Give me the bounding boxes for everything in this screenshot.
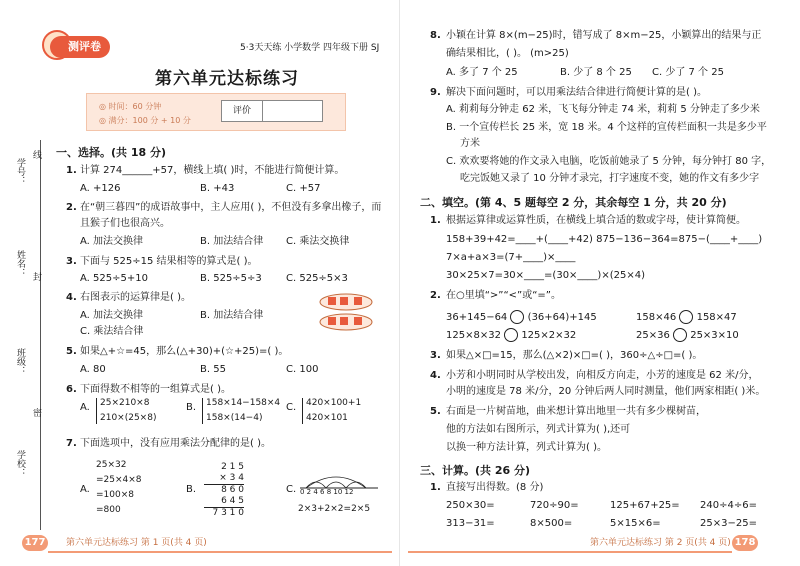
q4-option-a[interactable]: A. 加法交换律 <box>80 310 144 321</box>
q3-num: 3. <box>66 256 77 267</box>
f2-row2-right <box>636 328 739 342</box>
q5-num: 5. <box>66 346 77 357</box>
left-footer-text: 第六单元达标练习 第 1 页(共 4 页) <box>66 538 207 548</box>
calc-item[interactable]: 250×30= <box>446 500 495 511</box>
q6-a2: 210×(25×8) <box>100 413 157 423</box>
class-label: 班级： <box>15 348 25 375</box>
q7-option-c-label[interactable]: C. <box>286 484 297 495</box>
seal-mark: 封 <box>31 272 41 281</box>
compare-expr: 36+145−64 <box>446 312 508 323</box>
compare-circle[interactable] <box>504 328 518 342</box>
q7-a-line: =800 <box>96 505 121 515</box>
f3-num: 3. <box>430 350 441 361</box>
q7-a-line: =100×8 <box>96 490 134 500</box>
q8-option-b[interactable]: B. 少了 8 个 25 <box>560 67 632 78</box>
compare-expr: 25×3×10 <box>690 330 739 341</box>
left-page-number: 177 <box>22 535 48 551</box>
f1-line3[interactable]: 30×25×7=30×____=(30×____)×(25×4) <box>446 270 645 281</box>
section2-heading: 二、填空。(第 4、5 题每空 2 分，其余每空 1 分，共 20 分) <box>420 196 727 209</box>
compare-circle[interactable] <box>679 310 693 324</box>
q7-option-b-label[interactable]: B. <box>186 484 197 495</box>
q2-option-c[interactable]: C. 乘法交换律 <box>286 236 350 247</box>
line-mark: 线 <box>31 150 41 159</box>
q6-c1: 420×100+1 <box>306 398 362 408</box>
section3-heading: 三、计算。(共 26 分) <box>420 464 531 477</box>
q8-text2: 确结果相比，( )。 (m>25) <box>446 48 569 59</box>
f1-text: 根据运算律或运算性质，在横线上填合适的数或字母，使计算简便。 <box>446 215 746 226</box>
f2-row2-left <box>446 328 576 342</box>
secret-mark: 密 <box>31 408 41 417</box>
right-page-number: 178 <box>732 535 758 551</box>
right-page <box>400 0 800 566</box>
operation-law-diagram <box>318 292 374 332</box>
q8-text: 小颖在计算 8×(m−25)时，错写成了 8×m−25，小颖算出的结果与正 <box>446 30 762 41</box>
f5-text3[interactable]: 以换一种方法计算，列式计算为( )。 <box>446 442 607 453</box>
f5-num: 5. <box>430 406 441 417</box>
q7-b-line: 7 3 1 0 <box>212 508 244 518</box>
name-label: 姓名： <box>15 250 25 277</box>
f1-line1[interactable]: 158+39+42=____+(____+42) 875−136−364=875−(____+____) <box>446 234 763 245</box>
right-footer-bar <box>408 551 732 553</box>
student-no-label: 学号： <box>15 158 25 185</box>
q5-text: 如果△+☆=45，那么(△+30)+(☆+25)=( )。 <box>80 346 289 357</box>
calc-item[interactable]: 240÷4÷6= <box>700 500 757 511</box>
c1-text: 直接写出得数。(8 分) <box>446 482 544 493</box>
q3-option-b[interactable]: B. 525÷5÷3 <box>200 273 262 284</box>
q4-option-b[interactable]: B. 加法结合律 <box>200 310 264 321</box>
q7-b-line: 6 4 5 <box>204 496 244 508</box>
binding-line <box>40 140 41 530</box>
q9-option-c[interactable]: C. 欢欢要将她的作文录入电脑，吃饭前她录了 5 分钟，每分钟打 80 字， <box>446 156 772 167</box>
q6-option-b-label[interactable]: B. <box>186 402 197 413</box>
q6-b2: 158×(14−4) <box>206 413 263 423</box>
q9-option-b-cont: 方米 <box>460 138 480 149</box>
calc-item[interactable]: 5×15×6= <box>610 518 661 529</box>
q8-option-a[interactable]: A. 多了 7 个 25 <box>446 67 518 78</box>
q7-a-line: 25×32 <box>96 460 127 470</box>
eval-box[interactable] <box>221 100 323 122</box>
q7-option-b <box>204 462 244 519</box>
q9-text: 解决下面问题时，可以用乘法结合律进行简便计算的是( )。 <box>446 87 707 98</box>
q6-a1: 25×210×8 <box>100 398 150 408</box>
calc-item[interactable]: 8×500= <box>530 518 573 529</box>
q6-c2: 420×101 <box>306 413 348 423</box>
calc-item[interactable]: 125+67+25= <box>610 500 680 511</box>
score-label: ◎ 满分：100 分 + 10 分 <box>99 116 191 125</box>
f5-text2[interactable]: 他的方法如右图所示，列式计算为( ),还可 <box>446 424 631 435</box>
q1-option-b[interactable]: B. +43 <box>200 183 235 194</box>
q7-a-line: =25×4×8 <box>96 475 142 485</box>
f4-text2[interactable]: 小明的速度是 78 米/分，20 分钟后两人同时测量，他们两家相距( )米。 <box>446 386 766 397</box>
q2-num: 2. <box>66 202 77 213</box>
q7-text: 下面选项中，没有应用乘法分配律的是( )。 <box>80 438 271 449</box>
q4-num: 4. <box>66 292 77 303</box>
q8-option-c[interactable]: C. 少了 7 个 25 <box>652 67 724 78</box>
q7-c-equation: 2×3+2×2=2×5 <box>298 504 371 514</box>
q7-b-line: 2 1 5 <box>221 462 244 472</box>
compare-expr: 25×36 <box>636 330 670 341</box>
q6-option-c <box>302 398 361 424</box>
f2-row1-right <box>636 310 737 324</box>
calc-item[interactable]: 313−31= <box>446 518 495 529</box>
q6-option-c-label[interactable]: C. <box>286 402 297 413</box>
compare-circle[interactable] <box>510 310 524 324</box>
compare-expr: 125×8×32 <box>446 330 501 341</box>
f4-num: 4. <box>430 370 441 381</box>
calc-item[interactable]: 720÷90= <box>530 500 579 511</box>
q7-b-line: × 3 4 <box>204 473 244 485</box>
compare-expr: 158×47 <box>696 312 737 323</box>
f1-num: 1. <box>430 215 441 226</box>
q3-text: 下面与 525÷15 结果相等的算式是( )。 <box>80 256 258 267</box>
q7-num: 7. <box>66 438 77 449</box>
f2-text: 在○里填“>”“<”或“=”。 <box>446 290 561 301</box>
f3-text[interactable]: 如果△×□=15，那么(△×2)×□=( )，360÷△÷□=( )。 <box>446 350 703 361</box>
q2-option-a[interactable]: A. 加法交换律 <box>80 236 144 247</box>
q5-option-a[interactable]: A. 80 <box>80 364 106 375</box>
q5-option-c[interactable]: C. 100 <box>286 364 319 375</box>
test-badge: 测评卷 <box>50 36 110 58</box>
q7-b-line: 8 6 0 <box>221 485 244 495</box>
number-line-axis: 0 2 4 6 8 10 12 <box>300 488 354 496</box>
f5-text: 右面是一片树苗地，曲米想计算出地里一共有多少棵树苗， <box>446 406 706 417</box>
q9-option-a[interactable]: A. 莉莉每分钟走 62 米，飞飞每分钟走 74 米，莉莉 5 分钟走了多少米 <box>446 104 760 115</box>
q6-num: 6. <box>66 384 77 395</box>
f2-row1-left <box>446 310 597 324</box>
compare-expr: 158×46 <box>636 312 677 323</box>
q7-option-a <box>96 458 142 518</box>
q3-option-c[interactable]: C. 525÷5×3 <box>286 273 348 284</box>
f1-line2[interactable]: 7×a+a×3=(7+____)×____ <box>446 252 576 263</box>
q4-option-c[interactable]: C. 乘法结合律 <box>80 326 144 337</box>
q7-option-a-label[interactable]: A. <box>80 484 90 495</box>
compare-circle[interactable] <box>673 328 687 342</box>
left-footer-bar <box>48 551 392 553</box>
q9-option-b[interactable]: B. 一个宣传栏长 25 米，宽 18 米。4 个这样的宣传栏面积一共是多少平 <box>446 122 767 133</box>
q6-b1: 158×14−158×4 <box>206 398 281 408</box>
eval-label: 评价 <box>222 101 263 121</box>
q1-text: 计算 274______+57，横线上填( )时，不能进行简便计算。 <box>80 165 345 176</box>
q3-option-a[interactable]: A. 525÷5+10 <box>80 273 148 284</box>
f2-num: 2. <box>430 290 441 301</box>
q9-option-c-cont: 吃完饭她又录了 10 分钟才录完，打字速度不变，她的作文有多少字 <box>460 173 760 184</box>
compare-expr: (36+64)+145 <box>527 312 597 323</box>
q9-num: 9. <box>430 87 441 98</box>
q4-text: 右图表示的运算律是( )。 <box>80 292 191 303</box>
q2-option-b[interactable]: B. 加法结合律 <box>200 236 264 247</box>
school-label: 学校： <box>15 450 25 477</box>
q1-num: 1. <box>66 165 77 176</box>
page-title: 第六单元达标练习 <box>155 69 299 89</box>
calc-item[interactable]: 25×3−25= <box>700 518 757 529</box>
f4-text: 小芳和小明同时从学校出发，向相反方向走，小芳的速度是 62 米/分， <box>446 370 759 381</box>
series-label: 5·3天天练 小学数学 四年级下册 SJ <box>240 43 380 53</box>
c1-num: 1. <box>430 482 441 493</box>
q6-option-a <box>96 398 156 424</box>
right-footer-text: 第六单元达标练习 第 2 页(共 4 页) <box>590 538 731 548</box>
q1-option-a[interactable]: A. +126 <box>80 183 121 194</box>
section1-heading: 一、选择。(共 18 分) <box>56 146 167 159</box>
q6-option-a-label[interactable]: A. <box>80 402 90 413</box>
time-label: ◎ 时间：60 分钟 <box>99 102 162 111</box>
q1-option-c[interactable]: C. +57 <box>286 183 321 194</box>
q8-num: 8. <box>430 30 441 41</box>
compare-expr: 125×2×32 <box>521 330 577 341</box>
q2-text: 在“朝三暮四”的成语故事中，主人应用( )，不但没有多拿出橡子，而 <box>80 202 382 213</box>
q2-text2: 且猴子们也很高兴。 <box>80 218 170 229</box>
q5-option-b[interactable]: B. 55 <box>200 364 226 375</box>
q6-text: 下面得数不相等的一组算式是( )。 <box>80 384 231 395</box>
q6-option-b <box>202 398 280 424</box>
